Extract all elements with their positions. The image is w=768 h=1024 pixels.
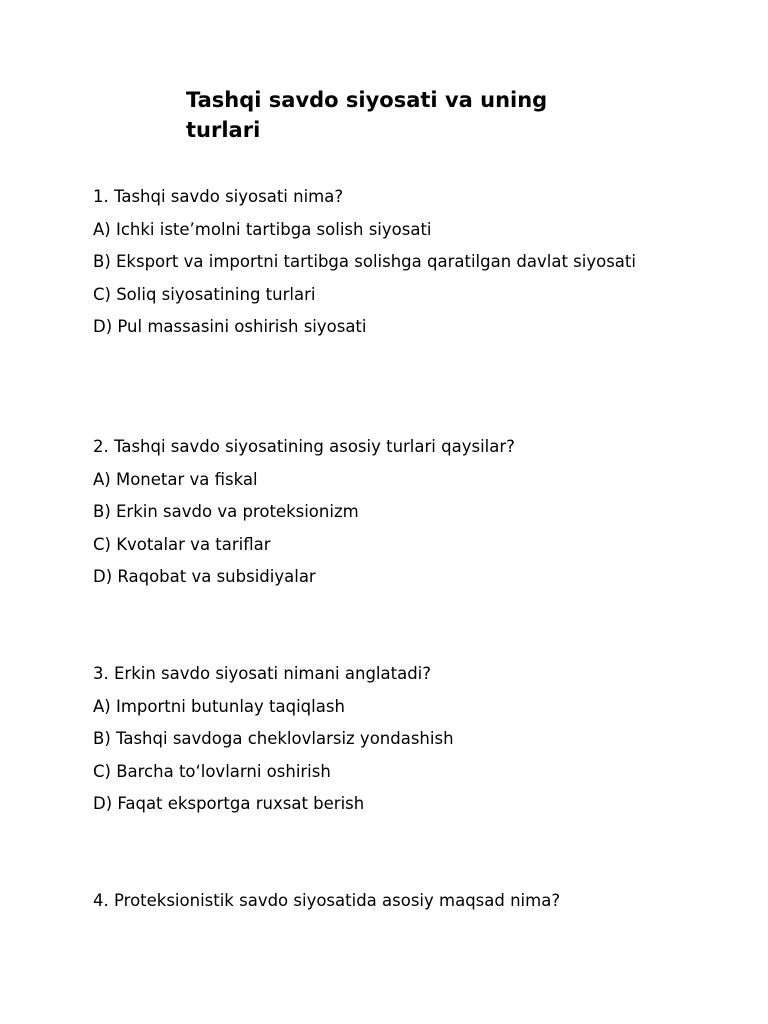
answer-option-d: D) Faqat eksportga ruxsat berish	[93, 794, 365, 813]
answer-option-b: B) Tashqi savdoga cheklovlarsiz yondashish	[93, 729, 454, 748]
document-title: Tashqi savdo siyosati va uning turlari	[186, 88, 548, 142]
answer-option-b: B) Erkin savdo va proteksionizm	[93, 502, 359, 521]
answer-option-c: C) Barcha to‘lovlarni oshirish	[93, 761, 331, 781]
question-3	[93, 663, 653, 816]
question-1	[93, 186, 653, 339]
answer-option-a: A) Importni butunlay taqiqlash	[93, 696, 345, 716]
answer-option-c: C) Soliq siyosatining turlari	[93, 284, 316, 304]
question-text: 1. Tashqi savdo siyosati nima?	[93, 187, 344, 206]
question-4	[93, 890, 653, 913]
answer-option-b: B) Eksport va importni tartibga solishga qaratilgan davlat siyosati	[93, 252, 636, 271]
answer-option-a: A) Monetar va fiskal	[93, 469, 258, 489]
question-text: 2. Tashqi savdo siyosatining asosiy turlari qaysilar?	[93, 437, 515, 456]
answer-option-d: D) Raqobat va subsidiyalar	[93, 567, 316, 586]
answer-option-d: D) Pul massasini oshirish siyosati	[93, 317, 367, 336]
question-text: 3. Erkin savdo siyosati nimani anglatadi?	[93, 664, 432, 683]
answer-option-a: A) Ichki iste’molni tartibga solish siyosati	[93, 219, 432, 239]
answer-option-c: C) Kvotalar va tariflar	[93, 534, 271, 554]
question-text: 4. Proteksionistik savdo siyosatida asosiy maqsad nima?	[93, 891, 561, 910]
question-2	[93, 436, 653, 589]
